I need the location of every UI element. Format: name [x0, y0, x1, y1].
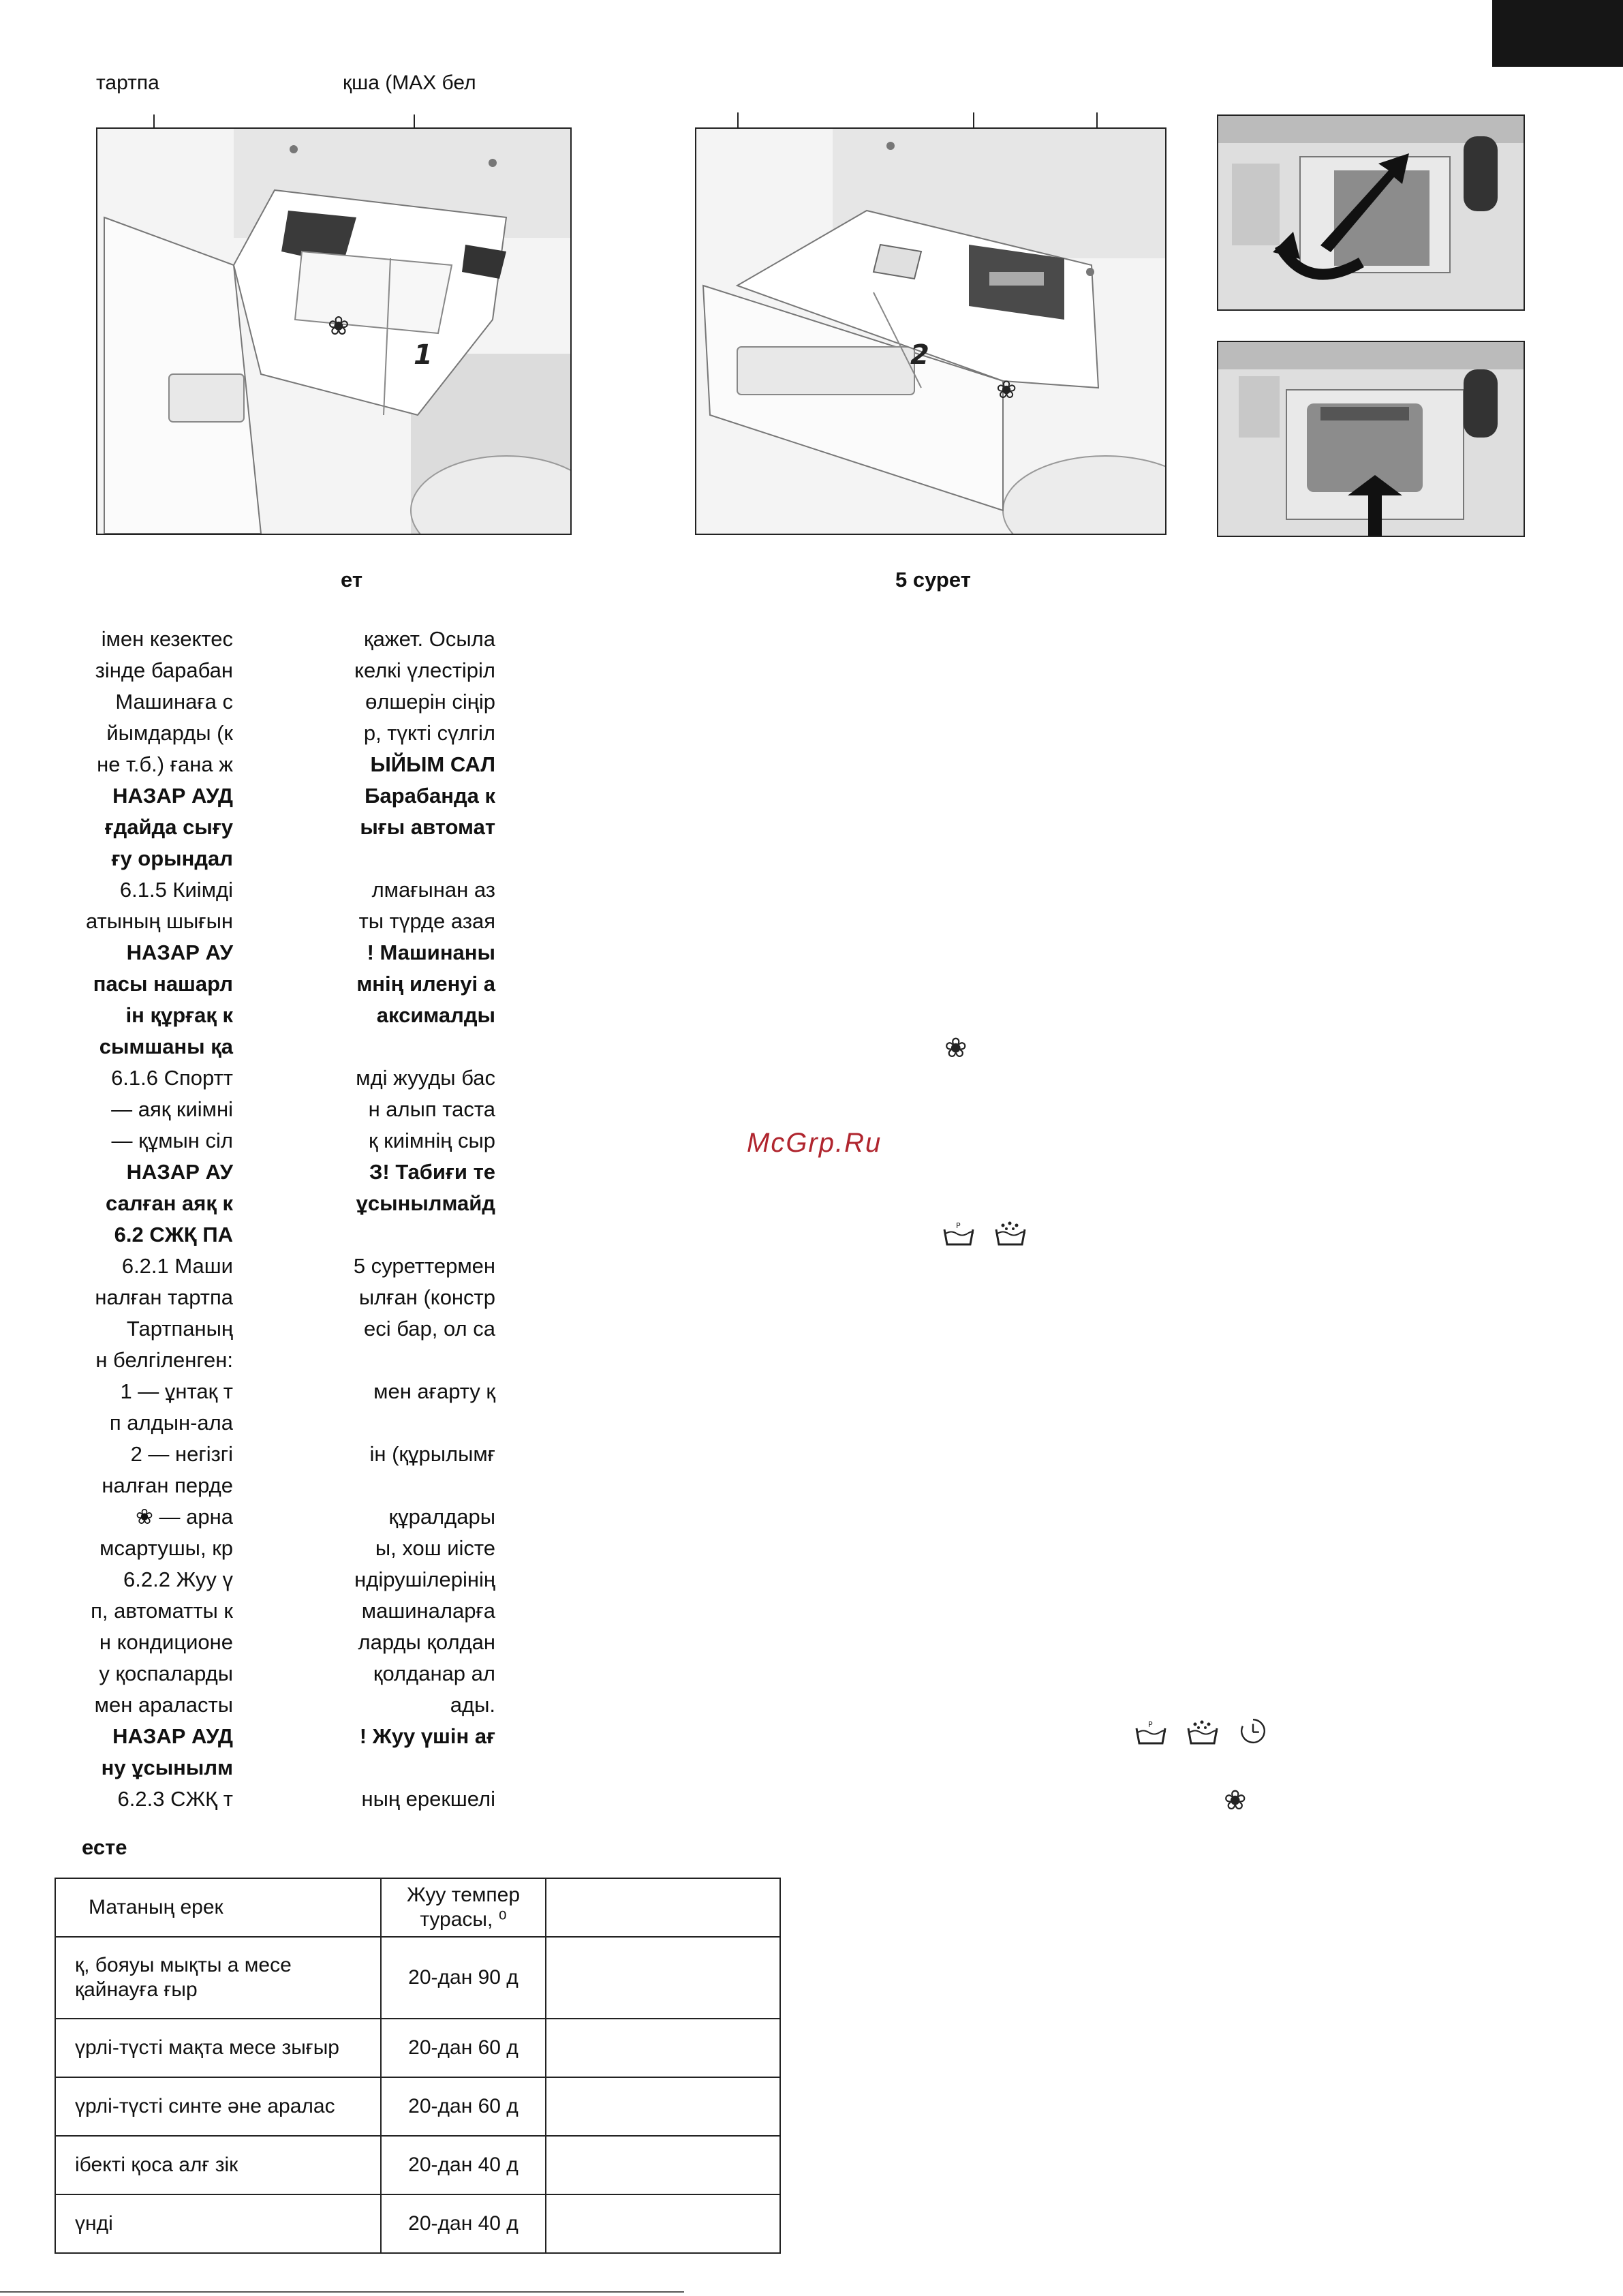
text-line: НАЗАР АУ	[126, 1160, 233, 1184]
text-line: қажет. Осыла	[364, 627, 495, 651]
figure-5-dispenser-drawer	[695, 127, 1166, 535]
delay-timer-icon	[1236, 1717, 1270, 1745]
text-line: сымшаны қа	[99, 1035, 233, 1058]
figure-4-caption: ет	[341, 568, 363, 592]
text-line: у қоспаларды	[99, 1662, 233, 1685]
cell-temperature: 20-дан 40 д	[381, 2194, 546, 2253]
svg-text:P: P	[956, 1221, 961, 1230]
flower-icon: ❀	[944, 1033, 968, 1063]
header-cell-fabric: Матаның ерек	[55, 1878, 381, 1937]
text-line: 6.2 СЖҚ ПА	[114, 1223, 233, 1246]
text-line: н кондиционе	[99, 1630, 233, 1654]
flower-icon: ❀	[996, 376, 1017, 404]
text-line: ❀ — арна	[135, 1505, 233, 1529]
section-tail: есте	[82, 1835, 127, 1859]
text-line: ты түрде азая	[358, 909, 495, 933]
svg-text:P: P	[1148, 1720, 1153, 1729]
text-line: атының шығын	[85, 909, 233, 933]
text-line: імен кезектес	[101, 627, 233, 651]
text-line: 6.2.1 Маши	[121, 1254, 233, 1278]
cell-blank	[546, 2019, 780, 2077]
text-line: 2 — негізгі	[130, 1442, 233, 1466]
text-line: ы, хош иісте	[375, 1536, 495, 1560]
text-line: есі бар, ол са	[364, 1317, 495, 1341]
text-line: З! Табиғи те	[369, 1160, 495, 1184]
text-line: 6.2.2 Жуу ү	[123, 1567, 233, 1591]
text-line: лмағынан аз	[371, 878, 495, 902]
text-line: 6.2.3 СЖҚ т	[117, 1787, 233, 1811]
text-line: налған тартпа	[95, 1285, 233, 1309]
text-line: не т.б.) ғана ж	[97, 752, 233, 776]
text-line: мен араласты	[94, 1693, 233, 1717]
text-line: Тартпаның	[126, 1317, 233, 1341]
photo-snap-illustration	[1218, 342, 1524, 536]
text-line: НАЗАР АУД	[112, 1724, 233, 1748]
cell-fabric: үрлі-түсті мақта месе зығыр	[55, 2019, 381, 2077]
text-line: 5 суреттермен	[353, 1254, 495, 1278]
flower-icon: ❀	[328, 311, 350, 341]
cell-temperature: 20-дан 40 д	[381, 2136, 546, 2194]
text-line: — құмын сіл	[111, 1129, 233, 1152]
drawer-illustration-5	[696, 129, 1165, 534]
cell-fabric: қ, бояуы мықты а месе қайнауға ғыр	[55, 1937, 381, 2019]
text-line: ығы автомат	[360, 815, 495, 839]
text-line: мнің иленуі а	[356, 972, 495, 996]
text-line: Барабанда к	[365, 784, 495, 808]
table-body	[55, 1878, 780, 2253]
intensive-wash-icon	[993, 1220, 1027, 1247]
compartment-number-2: 2	[910, 339, 929, 371]
cell-fabric: ібекті қоса алғ зік	[55, 2136, 381, 2194]
text-line: 1 — ұнтақ т	[120, 1379, 233, 1403]
label-drawer: тартпа	[96, 72, 159, 94]
table-row	[55, 2077, 780, 2136]
label-max-mark: қша (MAX бел	[343, 72, 476, 94]
footer-rule	[0, 2291, 684, 2293]
text-line: ғу орындал	[111, 846, 233, 870]
text-line: п, автоматты к	[91, 1599, 233, 1623]
text-line: аксималды	[376, 1003, 495, 1027]
cell-blank	[546, 2194, 780, 2253]
header-cell-blank	[546, 1878, 780, 1937]
drawer-illustration	[97, 129, 570, 534]
text-line: салған аяқ к	[105, 1191, 233, 1215]
text-line: — аяқ киімні	[111, 1097, 233, 1121]
text-line: ларды қолдан	[358, 1630, 495, 1654]
text-line: зінде барабан	[95, 658, 233, 682]
table-row	[55, 2019, 780, 2077]
cell-fabric: үнді	[55, 2194, 381, 2253]
text-line: қолданар ал	[373, 1662, 495, 1685]
cell-blank	[546, 1937, 780, 2019]
text-line: пасы нашарл	[93, 972, 233, 996]
text-line: ндірушілерінің	[354, 1567, 495, 1591]
text-line: мді жууды бас	[356, 1066, 495, 1090]
text-line: ұсынылмайд	[356, 1191, 495, 1215]
text-line: келкі үлестіріл	[354, 658, 495, 682]
photo-insert-illustration	[1218, 116, 1524, 309]
text-line: н алып таста	[368, 1097, 495, 1121]
page-corner-tab	[1492, 0, 1623, 67]
text-line: ады.	[450, 1693, 495, 1717]
text-line: НАЗАР АУ	[126, 940, 233, 964]
text-line: ін құрғақ к	[125, 1003, 233, 1027]
intensive-wash-icon	[1186, 1719, 1220, 1746]
figure-5-caption: 5 сурет	[895, 568, 971, 592]
text-line: ның ерекшелі	[361, 1787, 495, 1811]
text-line: Машинаға с	[115, 690, 233, 714]
text-line: ғдайда сығу	[104, 815, 233, 839]
cell-fabric: үрлі-түсті синте әне аралас	[55, 2077, 381, 2136]
header-cell-temperature: Жуу темпер турасы, ⁰	[381, 1878, 546, 1937]
figure-4-dispenser-drawer	[96, 127, 572, 535]
table-row	[55, 2136, 780, 2194]
text-line: п алдын-ала	[109, 1411, 233, 1435]
text-line: НАЗАР АУД	[112, 784, 233, 808]
text-line: н белгіленген:	[95, 1348, 233, 1372]
text-line: ! Машинаны	[367, 940, 495, 964]
text-line: 6.1.5 Киімді	[119, 878, 233, 902]
cell-temperature: 20-дан 90 д	[381, 1937, 546, 2019]
table-row	[55, 2194, 780, 2253]
table-row	[55, 1937, 780, 2019]
cell-blank	[546, 2077, 780, 2136]
text-line: ну ұсынылм	[101, 1756, 233, 1779]
table-header-row	[55, 1878, 780, 1937]
text-line: мен ағарту қ	[373, 1379, 495, 1403]
text-line: 6.1.6 Спортт	[111, 1066, 233, 1090]
text-line: құралдары	[388, 1505, 495, 1529]
text-line: ылған (констр	[358, 1285, 495, 1309]
text-line: налған перде	[102, 1473, 233, 1497]
text-line: йымдарды (к	[106, 721, 233, 745]
text-line: мсартушы, кр	[99, 1536, 233, 1560]
text-line: р, түкті сүлгіл	[363, 721, 495, 745]
text-line: қ киімнің сыр	[368, 1129, 495, 1152]
text-line: ЫЙЫМ САЛ	[370, 752, 495, 776]
text-line: өлшерін сіңір	[365, 690, 495, 714]
watermark: McGrp.Ru	[747, 1128, 882, 1158]
prewash-icon	[1134, 1719, 1168, 1746]
text-line: ! Жуу үшін ағ	[359, 1724, 495, 1748]
cell-temperature: 20-дан 60 д	[381, 2077, 546, 2136]
cell-temperature: 20-дан 60 д	[381, 2019, 546, 2077]
fabric-temperature-table	[55, 1878, 781, 2254]
prewash-icon	[942, 1220, 976, 1247]
photo-remove-insert	[1217, 114, 1525, 311]
compartment-number-1: 1	[414, 339, 433, 371]
flower-icon: ❀	[1224, 1786, 1247, 1816]
photo-snap-in	[1217, 341, 1525, 537]
text-line: машиналарға	[361, 1599, 495, 1623]
cell-blank	[546, 2136, 780, 2194]
text-line: ін (құрылымғ	[369, 1442, 495, 1466]
